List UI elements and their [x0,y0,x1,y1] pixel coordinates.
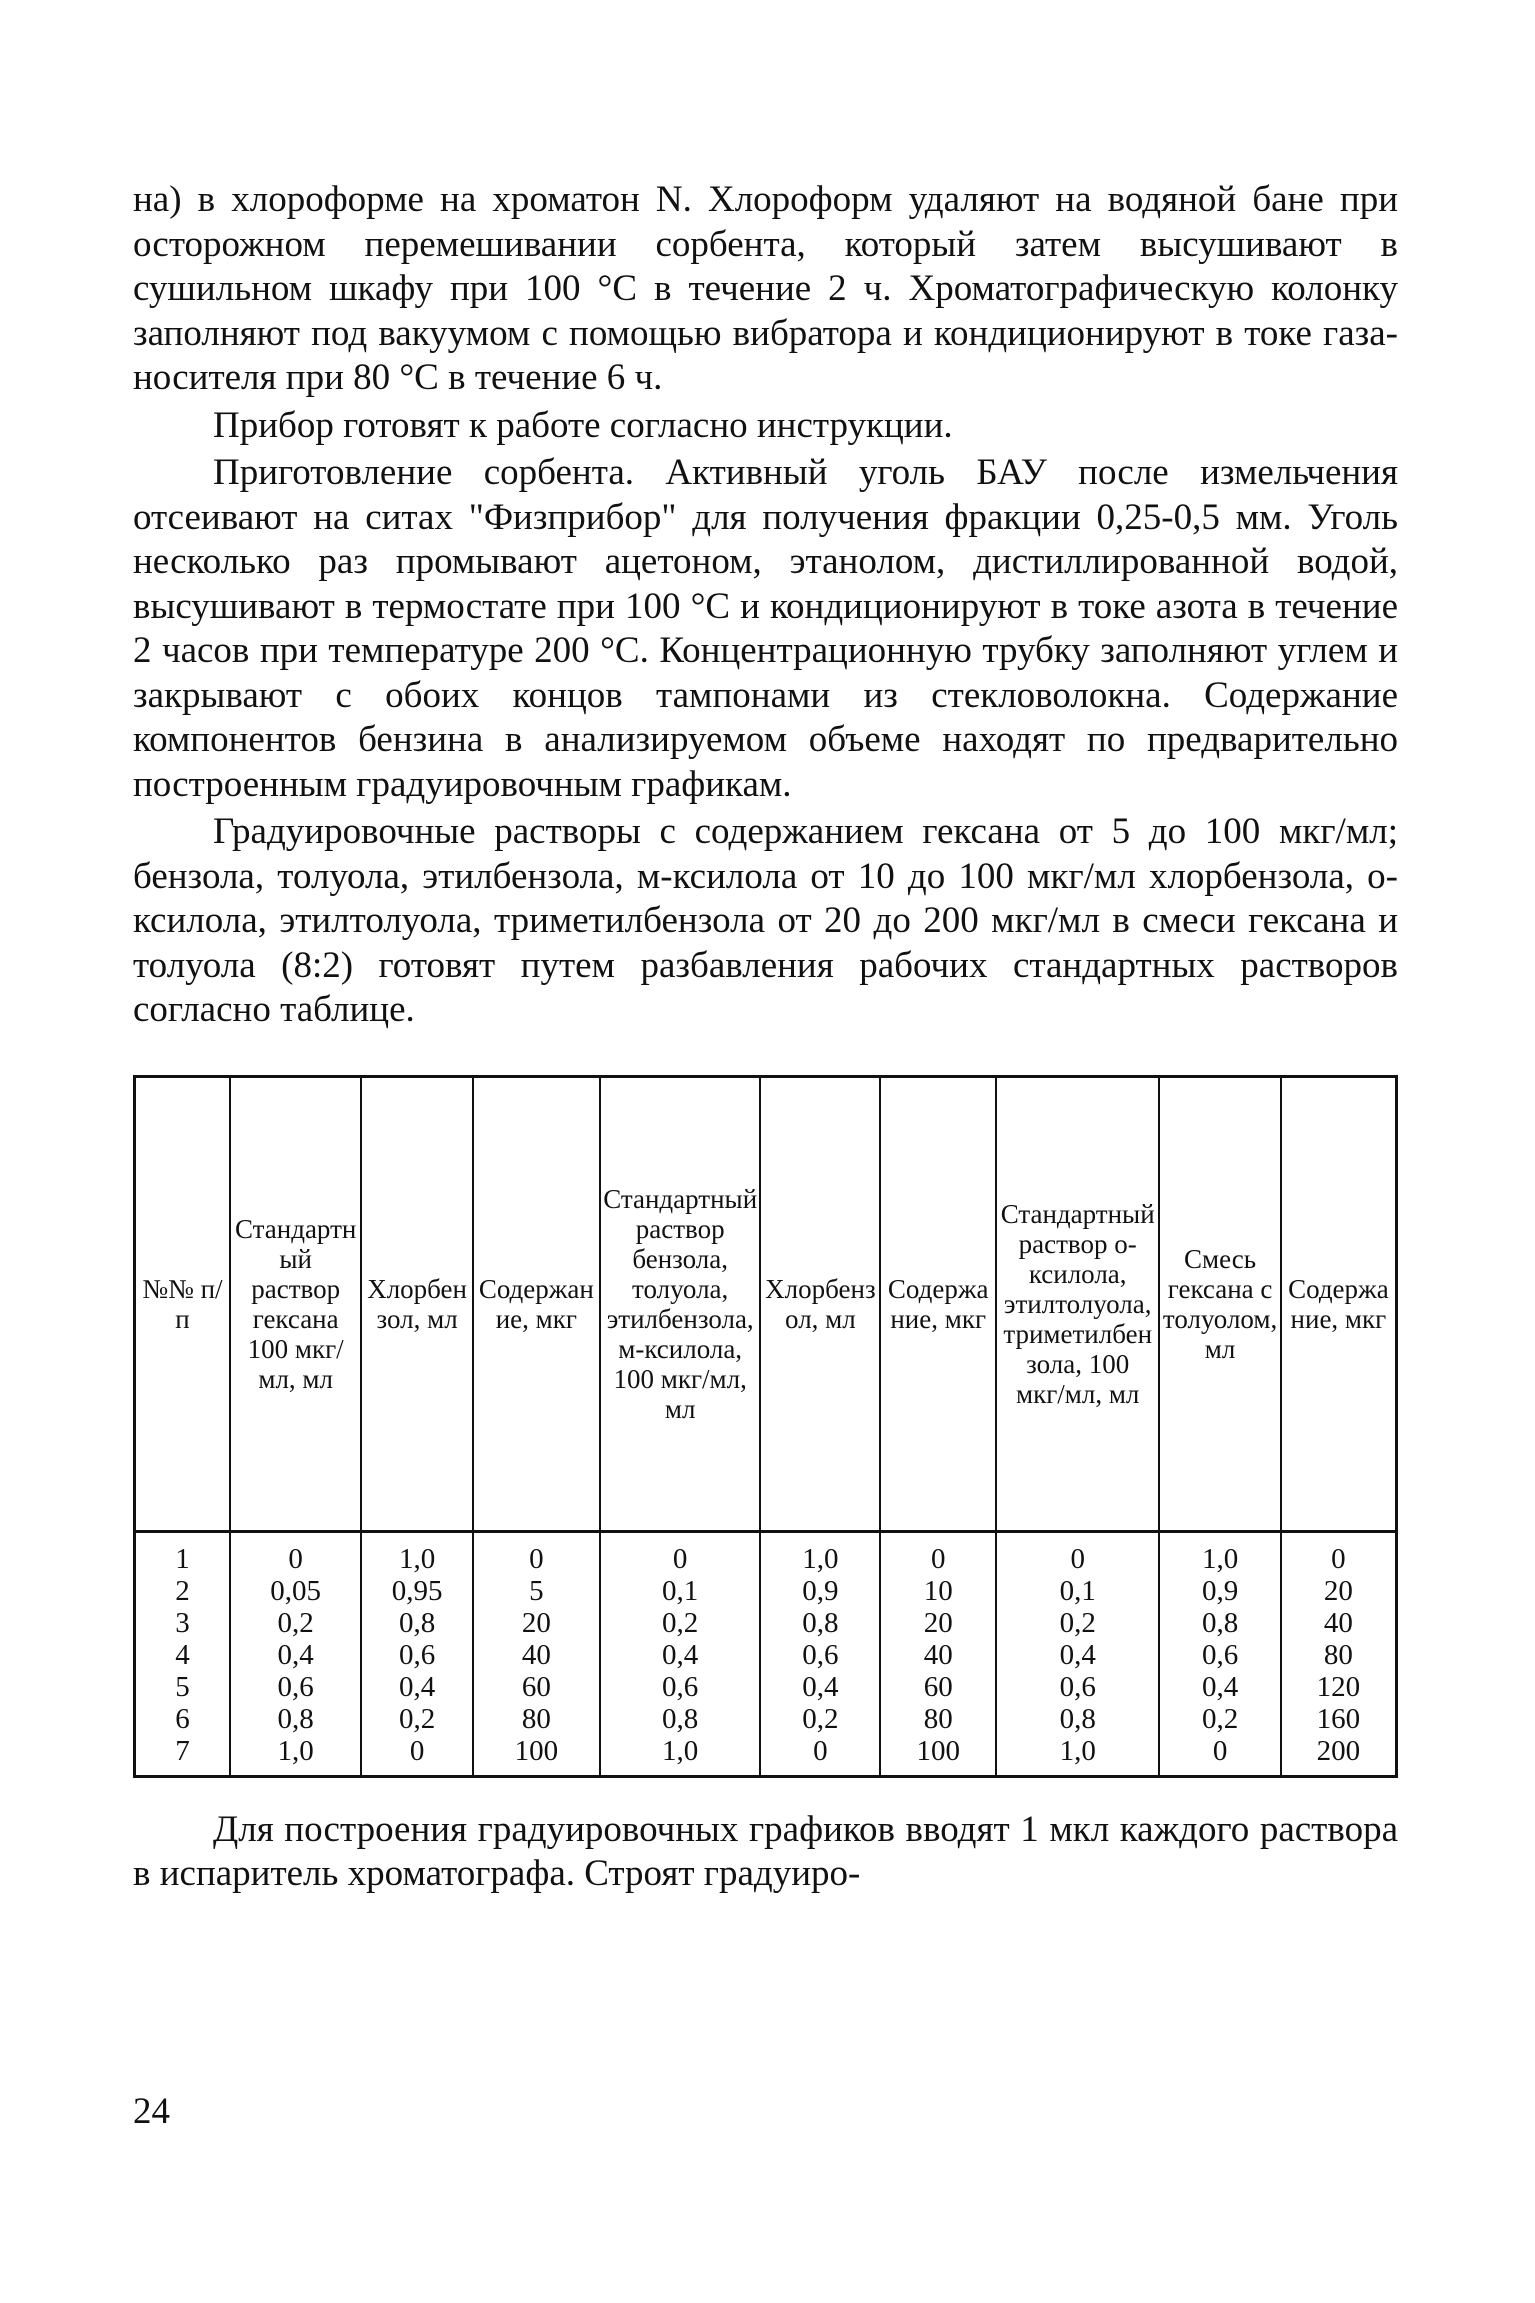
table-cell: 0,6 [996,1671,1159,1703]
after-table-text [133,1808,1398,1897]
header-content-2: Содержание, мкг [880,1076,996,1531]
table-cell: 0,2 [230,1607,362,1639]
table-cell: 0 [1159,1735,1280,1777]
table-cell: 200 [1281,1735,1397,1777]
table-row [135,1703,1397,1735]
table-cell: 0,9 [760,1575,880,1607]
table-cell: 1,0 [230,1735,362,1777]
table-cell: 0,05 [230,1575,362,1607]
table-cell: 1,0 [361,1531,472,1575]
table-cell: 160 [1281,1703,1397,1735]
table-cell: 0 [880,1531,996,1575]
table-cell: 0,2 [1159,1703,1280,1735]
table-cell: 120 [1281,1671,1397,1703]
body-text [133,178,1398,1033]
table-cell: 0 [760,1735,880,1777]
table-cell: 60 [880,1671,996,1703]
table-cell: 0,4 [996,1639,1159,1671]
table-cell: 0,8 [996,1703,1159,1735]
table-cell: 0 [361,1735,472,1777]
header-hexane-toluene-mix: Смесь гексана с толуолом, мл [1159,1076,1280,1531]
document-page [133,178,1398,1900]
table-cell: 0,6 [760,1639,880,1671]
table-cell: 0,6 [230,1671,362,1703]
table-cell: 20 [473,1607,600,1639]
table-cell: 40 [1281,1607,1397,1639]
table-cell: 0,8 [1159,1607,1280,1639]
header-benzene-standard: Стандартный раствор бензола, толуола, этилбензола, м-ксилола, 100 мкг/мл, мл [600,1076,760,1531]
header-hexane-standard: Стандартный раствор гексана 100 мкг/мл, мл [230,1076,362,1531]
table-cell: 0 [473,1531,600,1575]
table-cell: 0,1 [600,1575,760,1607]
table-cell: 40 [880,1639,996,1671]
table-cell: 0 [600,1531,760,1575]
table-cell: 80 [473,1703,600,1735]
table-cell: 6 [135,1703,230,1735]
paragraph-calibration: Градуировочные растворы с содержанием гексана от 5 до 100 мкг/мл; бензола, толуола, этилбензола, м-ксилола от 10 до 100 мкг/мл хлорбензола, о-ксилола, этилтолуола, триметилбензола от 20 до 200 мкг/мл в смеси гексана и толуола (8:2) готовят путем разбавления рабочих стандартных растворов согласно таблице. [133,811,1398,1030]
table-row [135,1575,1397,1607]
table-cell: 2 [135,1575,230,1607]
table-cell: 0,8 [230,1703,362,1735]
table-cell: 0,4 [600,1639,760,1671]
table-cell: 1,0 [600,1735,760,1777]
table-cell: 3 [135,1607,230,1639]
table-cell: 4 [135,1639,230,1671]
table-cell: 0,8 [600,1703,760,1735]
header-chlorobenzene-1: Хлорбензол, мл [361,1076,472,1531]
table-cell: 100 [880,1735,996,1777]
table-cell: 0,2 [361,1703,472,1735]
table-cell: 0,9 [1159,1575,1280,1607]
table-cell: 0,1 [996,1575,1159,1607]
paragraph-instrument: Прибор готовят к работе согласно инструкции. [213,404,953,446]
table-cell: 0 [1281,1531,1397,1575]
table-cell: 0,4 [760,1671,880,1703]
table-header-row [135,1076,1397,1531]
table-cell: 100 [473,1735,600,1777]
table-cell: 0,95 [361,1575,472,1607]
table-cell: 0,6 [1159,1639,1280,1671]
table-cell: 1,0 [1159,1531,1280,1575]
table-cell: 0,4 [1159,1671,1280,1703]
table-cell: 5 [473,1575,600,1607]
table-row [135,1639,1397,1671]
table-cell: 0,6 [361,1639,472,1671]
table-row [135,1735,1397,1777]
table-cell: 20 [880,1607,996,1639]
table-cell: 0 [230,1531,362,1575]
table-cell: 0,2 [760,1703,880,1735]
header-xylene-standard: Стандартный раствор о-ксилола, этилтолуола, триметилбензола, 100 мкг/мл, мл [996,1076,1159,1531]
table-cell: 20 [1281,1575,1397,1607]
page-number: 24 [133,2091,170,2132]
table-row [135,1607,1397,1639]
table-cell: 10 [880,1575,996,1607]
header-content-1: Содержание, мкг [473,1076,600,1531]
table-cell: 0,8 [361,1607,472,1639]
table-cell: 0 [996,1531,1159,1575]
table-cell: 1,0 [760,1531,880,1575]
table-row [135,1531,1397,1575]
table-cell: 0,4 [230,1639,362,1671]
table-cell: 0,6 [600,1671,760,1703]
table-cell: 0,2 [996,1607,1159,1639]
table-cell: 80 [880,1703,996,1735]
table-cell: 80 [1281,1639,1397,1671]
paragraph-continuation: на) в хлороформе на хроматон N. Хлороформ удаляют на водяной бане при осторожном перемешивании сорбента, который затем высушивают в сушильном шкафу при 100 °С в течение 2 ч. Хроматографическую колонку заполняют под вакуумом с помощью вибратора и кондиционируют в токе газа-носителя при 80 °С в течение 6 ч. [133,179,1398,398]
table-cell: 5 [135,1671,230,1703]
table-cell: 1 [135,1531,230,1575]
calibration-table [133,1075,1398,1778]
table-cell: 0,2 [600,1607,760,1639]
header-chlorobenzene-2: Хлорбензол, мл [760,1076,880,1531]
table-cell: 1,0 [996,1735,1159,1777]
table-cell: 0,8 [760,1607,880,1639]
calibration-table-wrapper [133,1075,1398,1778]
table-cell: 0,4 [361,1671,472,1703]
table-cell: 7 [135,1735,230,1777]
paragraph-graph-construction: Для построения градуировочных графиков вводят 1 мкл каждого раствора в испаритель хроматографа. Строят градуиро- [133,1808,1398,1894]
table-row [135,1671,1397,1703]
header-content-3: Содержание, мкг [1281,1076,1397,1531]
table-cell: 60 [473,1671,600,1703]
table-cell: 40 [473,1639,600,1671]
header-row-number: №№ п/п [135,1076,230,1531]
paragraph-sorbent: Приготовление сорбента. Активный уголь БАУ после измельчения отсеивают на ситах "Физприбор" для получения фракции 0,25-0,5 мм. Уголь несколько раз промывают ацетоном, этанолом, дистиллированной водой, высушивают в термостате при 100 °С и кондиционируют в токе азота в течение 2 часов при температуре 200 °С. Концентрационную трубку заполняют углем и закрывают с обоих концов тампонами из стекловолокна. Содержание компонентов бензина в анализируемом объеме находят по предварительно построенным градуировочным графикам. [133,452,1398,805]
